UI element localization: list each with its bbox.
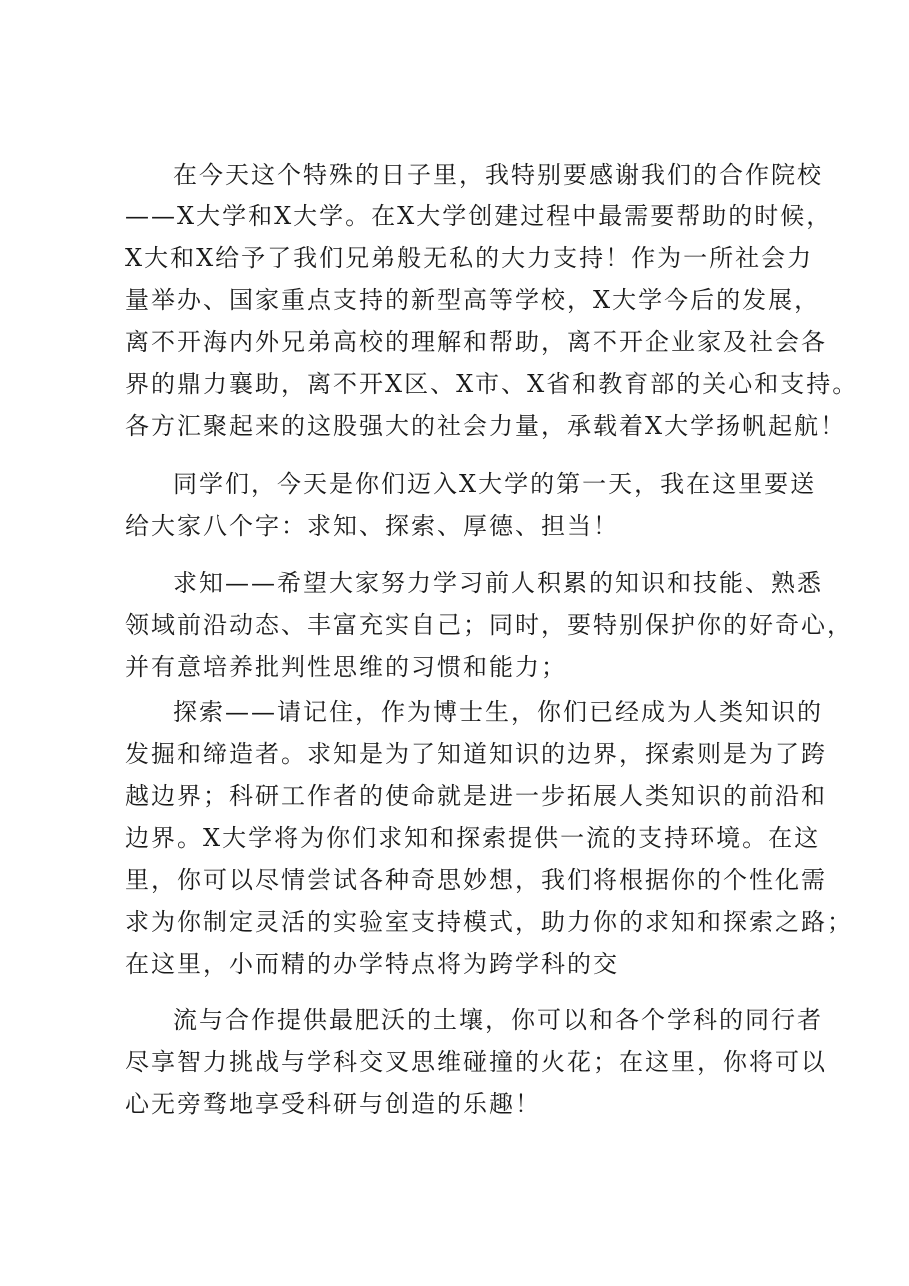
paragraph-4-line-5: 里，你可以尽情尝试各种奇思妙想，我们将根据你的个性化需	[125, 866, 827, 894]
paragraph-3-line-3: 并有意培养批判性思维的习惯和能力；	[125, 653, 567, 681]
paragraph-1-line-6: 界的鼎力襄助，离不开X区、X市、X省和教育部的关心和支持。	[125, 370, 859, 398]
paragraph-1-line-3: X大和X给予了我们兄弟般无私的大力支持！作为一所社会力	[125, 244, 814, 272]
paragraph-1-line-5: 离不开海内外兄弟高校的理解和帮助，离不开企业家及社会各	[125, 328, 827, 356]
paragraph-2-line-1: 同学们，今天是你们迈入X大学的第一天，我在这里要送	[173, 470, 817, 498]
paragraph-1-line-7: 各方汇聚起来的这股强大的社会力量，承载着X大学扬帆起航！	[125, 412, 847, 440]
paragraph-5-line-1: 流与合作提供最肥沃的土壤，你可以和各个学科的同行者	[173, 1006, 823, 1034]
paragraph-4-line-6: 求为你制定灵活的实验室支持模式，助力你的求知和探索之路；	[125, 908, 853, 936]
paragraph-3-line-1: 求知——希望大家努力学习前人积累的知识和技能、熟悉	[173, 569, 823, 597]
paragraph-3-line-2: 领域前沿动态、丰富充实自己；同时，要特别保护你的好奇心，	[125, 611, 853, 639]
paragraph-1-line-1: 在今天这个特殊的日子里，我特别要感谢我们的合作院校	[173, 161, 823, 189]
paragraph-4-line-4: 边界。X大学将为你们求知和探索提供一流的支持环境。在这	[125, 824, 821, 852]
paragraph-5-line-2: 尽享智力挑战与学科交叉思维碰撞的火花；在这里，你将可以	[125, 1048, 827, 1076]
paragraph-5-line-3: 心无旁骛地享受科研与创造的乐趣！	[125, 1090, 541, 1118]
paragraph-2-line-2: 给大家八个字：求知、探索、厚德、担当！	[125, 512, 619, 540]
paragraph-1-line-4: 量举办、国家重点支持的新型高等学校，X大学今后的发展，	[125, 286, 821, 314]
paragraph-4-line-3: 越边界；科研工作者的使命就是进一步拓展人类知识的前沿和	[125, 782, 827, 810]
paragraph-4-line-2: 发掘和缔造者。求知是为了知道知识的边界，探索则是为了跨	[125, 740, 827, 768]
paragraph-4-line-7: 在这里，小而精的办学特点将为跨学科的交	[125, 950, 619, 978]
paragraph-1-line-2: ——X大学和X大学。在X大学创建过程中最需要帮助的时候，	[125, 202, 833, 230]
paragraph-4-line-1: 探索——请记住，作为博士生，你们已经成为人类知识的	[173, 698, 823, 726]
